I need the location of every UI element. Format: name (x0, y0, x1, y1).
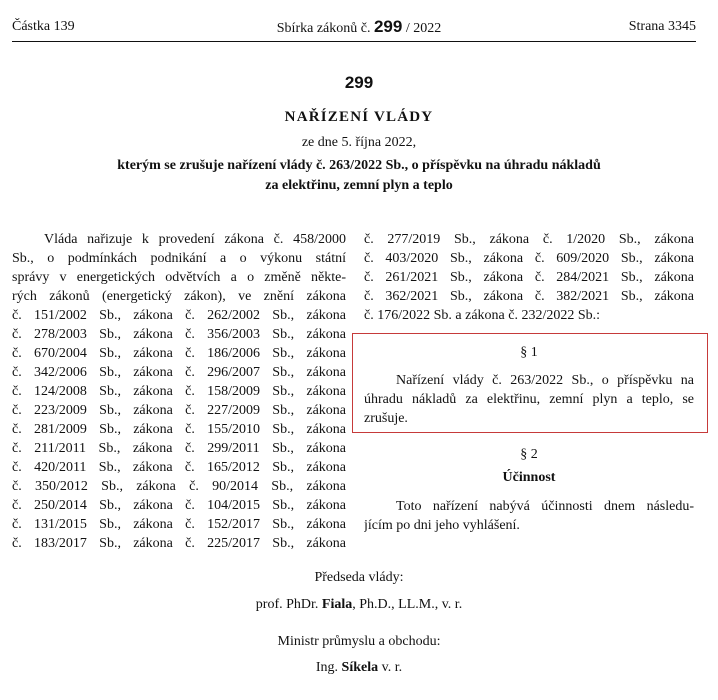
preamble-line: č. 350/2012 Sb., zákona č. 90/2014 Sb., zákona (12, 479, 346, 494)
signature-2-role: Ministr průmyslu a obchodu: (277, 634, 441, 649)
preamble-line: č. 261/2021 Sb., zákona č. 284/2021 Sb., zákona (364, 270, 694, 285)
section-2-line: jícím po dni jeho vyhlášení. (364, 518, 520, 533)
header-collection-number (0, 17, 718, 39)
section-1-title: § 1 (520, 345, 538, 360)
preamble-line: č. 211/2011 Sb., zákona č. 299/2011 Sb., zákona (12, 441, 346, 456)
preamble-line: č. 124/2008 Sb., zákona č. 158/2009 Sb., zákona (12, 384, 346, 399)
preamble-line: č. 281/2009 Sb., zákona č. 155/2010 Sb., zákona (12, 422, 346, 437)
signature-2-prefix: Ing. (315, 660, 339, 675)
signature-1-prefix: prof. PhDr. (255, 597, 319, 612)
section-2-heading: Účinnost (502, 470, 556, 485)
preamble-line: č. 183/2017 Sb., zákona č. 225/2017 Sb., zákona (12, 536, 346, 551)
document-number: 299 (344, 73, 374, 92)
signature-2-suffix: v. r. (381, 660, 403, 675)
section-2-text (364, 497, 694, 535)
signature-1-suffix: , Ph.D., LL.M., v. r. (352, 597, 463, 612)
signature-2-surname: Síkela (341, 660, 379, 675)
header-law-number: 299 (373, 17, 403, 36)
section-1-line: Nařízení vlády č. 263/2022 Sb., o příspěvku na (396, 373, 694, 388)
preamble-column (12, 230, 346, 553)
section-2-line: Toto nařízení nabývá účinnosti dnem následu- (396, 499, 694, 514)
preamble-line: č. 250/2014 Sb., zákona č. 104/2015 Sb., zákona (12, 498, 346, 513)
preamble-line: č. 176/2022 Sb. a zákona č. 232/2022 Sb.: (364, 308, 601, 323)
preamble-line: č. 151/2002 Sb., zákona č. 262/2002 Sb., zákona (12, 308, 346, 323)
signature-2-name (0, 658, 718, 678)
document-date: ze dne 5. října 2022, (301, 135, 417, 150)
preamble-line: Vláda nařizuje k provedení zákona č. 458/2000 (44, 232, 346, 247)
preamble-line: Sb., o podmínkách podnikání a o výkonu státní (12, 251, 346, 266)
section-1-line: úhradu nákladů za elektřinu, zemní plyn a teplo, se (364, 392, 694, 407)
section-1-text (364, 371, 694, 428)
preamble-line: č. 277/2019 Sb., zákona č. 1/2020 Sb., zákona (364, 232, 694, 247)
preamble-line: č. 670/2004 Sb., zákona č. 186/2006 Sb., zákona (12, 346, 346, 361)
preamble-continuation-column (364, 230, 694, 325)
document-type: NAŘÍZENÍ VLÁDY (284, 109, 434, 125)
preamble-line: rých zákonů (energetický zákon), ve znění zákona (12, 289, 346, 304)
preamble-line: č. 420/2011 Sb., zákona č. 165/2012 Sb., zákona (12, 460, 346, 475)
header-rule (12, 41, 696, 42)
preamble-line: č. 342/2006 Sb., zákona č. 296/2007 Sb., zákona (12, 365, 346, 380)
preamble-line: č. 223/2009 Sb., zákona č. 227/2009 Sb., zákona (12, 403, 346, 418)
section-2-title: § 2 (520, 447, 538, 462)
preamble-line: č. 362/2021 Sb., zákona č. 382/2021 Sb., zákona (364, 289, 694, 304)
signature-1-name (0, 595, 718, 615)
section-1-line: zrušuje. (364, 411, 408, 426)
preamble-line: č. 278/2003 Sb., zákona č. 356/2003 Sb., zákona (12, 327, 346, 342)
header-collection-prefix: Sbírka zákonů č. (276, 21, 371, 36)
header-issue-part: Částka 139 (12, 19, 75, 34)
document-subject-line: za elektřinu, zemní plyn a teplo (265, 178, 453, 193)
preamble-line: správy v energetických odvětvích a o změně někte- (12, 270, 346, 285)
document-subject-line: kterým se zrušuje nařízení vlády č. 263/2022 Sb., o příspěvku na úhradu nákladů (117, 158, 601, 173)
header-page-number: Strana 3345 (628, 19, 696, 34)
header-year: / 2022 (405, 21, 442, 36)
preamble-line: č. 131/2015 Sb., zákona č. 152/2017 Sb., zákona (12, 517, 346, 532)
signature-1-role: Předseda vlády: (314, 570, 404, 585)
signature-1-surname: Fiala (321, 597, 353, 612)
preamble-line: č. 403/2020 Sb., zákona č. 609/2020 Sb., zákona (364, 251, 694, 266)
